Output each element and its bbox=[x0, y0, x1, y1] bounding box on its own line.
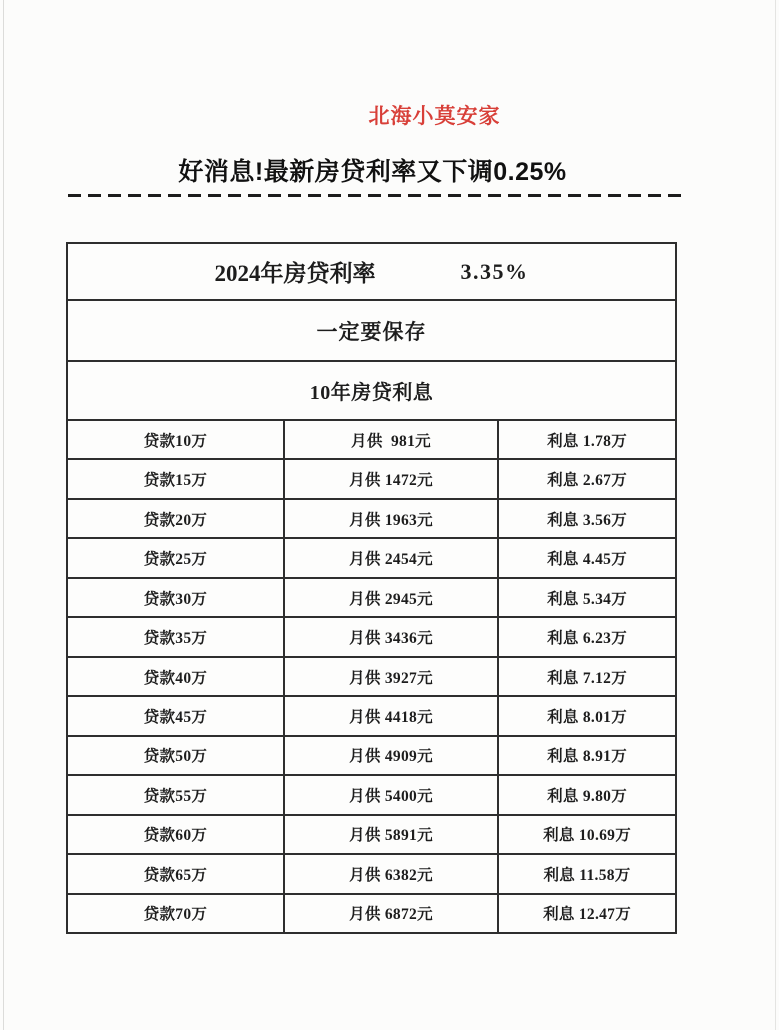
total-interest-cell: 利息 11.58万 bbox=[497, 855, 675, 892]
dashed-divider bbox=[68, 194, 684, 197]
monthly-payment-cell: 月供 4418元 bbox=[283, 697, 497, 734]
loan-amount-cell: 贷款10万 bbox=[143, 432, 208, 450]
total-interest-cell: 利息 12.47万 bbox=[497, 895, 675, 932]
monthly-payment-cell: 月供 3927元 bbox=[283, 658, 497, 695]
total-interest-cell: 利息 8.91万 bbox=[497, 737, 675, 774]
loan-amount-cell: 贷款45万 bbox=[143, 709, 208, 727]
loan-amount-cell: 贷款40万 bbox=[143, 669, 208, 687]
monthly-payment-cell: 月供 1472元 bbox=[283, 460, 497, 497]
loan-amount-cell: 贷款65万 bbox=[143, 866, 208, 884]
table-row bbox=[68, 697, 675, 736]
monthly-payment-cell: 月供 4909元 bbox=[283, 737, 497, 774]
year-rate-value: 3.35% bbox=[460, 258, 529, 284]
table-row bbox=[68, 816, 675, 855]
monthly-payment-cell: 月供 2945元 bbox=[283, 579, 497, 616]
table-row bbox=[68, 460, 675, 499]
headline: 好消息!最新房贷利率又下调0.25% bbox=[178, 158, 567, 186]
table-row bbox=[68, 618, 675, 657]
table-row bbox=[68, 539, 675, 578]
total-interest-cell: 利息 3.56万 bbox=[497, 500, 675, 537]
total-interest-cell: 利息 9.80万 bbox=[497, 776, 675, 813]
monthly-payment-cell: 月供 981元 bbox=[283, 421, 497, 458]
table-row bbox=[68, 658, 675, 697]
table-row bbox=[68, 421, 675, 460]
table-row bbox=[68, 855, 675, 894]
monthly-payment-cell: 月供 6872元 bbox=[283, 895, 497, 932]
table-title-row bbox=[68, 244, 675, 301]
loan-amount-cell: 贷款30万 bbox=[143, 590, 208, 608]
total-interest-cell: 利息 6.23万 bbox=[497, 618, 675, 655]
loan-amount-cell: 贷款35万 bbox=[143, 630, 208, 648]
monthly-payment-cell: 月供 6382元 bbox=[283, 855, 497, 892]
table-row bbox=[68, 737, 675, 776]
year-rate-label: 2024年房贷利率 bbox=[214, 261, 376, 286]
monthly-payment-cell: 月供 5400元 bbox=[283, 776, 497, 813]
total-interest-cell: 利息 5.34万 bbox=[497, 579, 675, 616]
total-interest-cell: 利息 10.69万 bbox=[497, 816, 675, 853]
page-right-edge-line bbox=[775, 0, 776, 1030]
loan-amount-cell: 贷款60万 bbox=[143, 827, 208, 845]
monthly-payment-cell: 月供 1963元 bbox=[283, 500, 497, 537]
monthly-payment-cell: 月供 3436元 bbox=[283, 618, 497, 655]
monthly-payment-cell: 月供 5891元 bbox=[283, 816, 497, 853]
brand-title: 北海小莫安家 bbox=[368, 104, 501, 128]
total-interest-cell: 利息 1.78万 bbox=[497, 421, 675, 458]
loan-amount-cell: 贷款25万 bbox=[143, 551, 208, 569]
loan-amount-cell: 贷款50万 bbox=[143, 748, 208, 766]
total-interest-cell: 利息 7.12万 bbox=[497, 658, 675, 695]
loan-amount-cell: 贷款15万 bbox=[143, 472, 208, 490]
loan-amount-cell: 贷款55万 bbox=[143, 787, 208, 805]
mortgage-rate-table bbox=[66, 242, 677, 934]
total-interest-cell: 利息 8.01万 bbox=[497, 697, 675, 734]
term-title-row: 10年房贷利息 bbox=[68, 362, 675, 421]
monthly-payment-cell: 月供 2454元 bbox=[283, 539, 497, 576]
save-note-row: 一定要保存 bbox=[68, 301, 675, 362]
table-row bbox=[68, 895, 675, 932]
table-body bbox=[68, 421, 675, 932]
total-interest-cell: 利息 2.67万 bbox=[497, 460, 675, 497]
table-row bbox=[68, 500, 675, 539]
loan-amount-cell: 贷款70万 bbox=[143, 906, 208, 924]
table-row bbox=[68, 776, 675, 815]
total-interest-cell: 利息 4.45万 bbox=[497, 539, 675, 576]
loan-amount-cell: 贷款20万 bbox=[143, 511, 208, 529]
table-row bbox=[68, 579, 675, 618]
